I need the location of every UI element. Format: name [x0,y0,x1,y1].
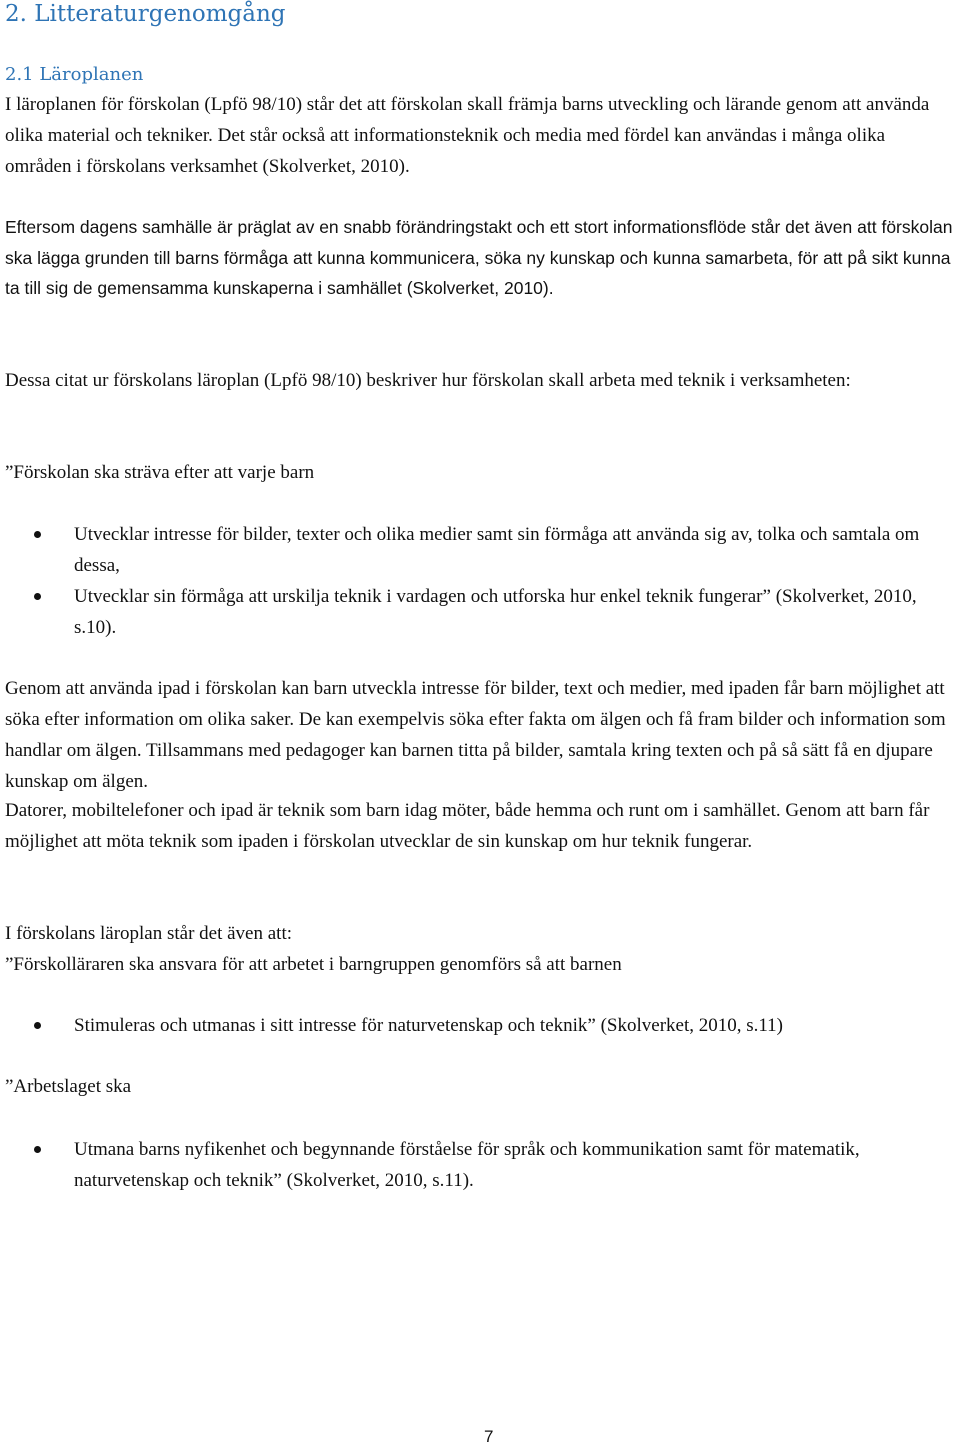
quote-arbetslaget: ”Arbetslaget ska [5,1076,132,1097]
list-item [5,1010,955,1041]
bullet-icon [34,593,41,600]
list-item [5,519,955,581]
section-heading: 2.1 Läroplanen [5,64,144,85]
paragraph-society: Eftersom dagens samhälle är präglat av en snabb förändringstakt och ett stort informationsflöde står det även att förskolan ska lägga grunden till barns förmåga att kunna kommunicera, söka ny kunskap och kunna samarbeta, för att på sikt kunna ta till sig de gemensamma kunskaperna i samhället (Skolverket, 2010). [5,217,953,298]
list-item-text: Utvecklar intresse för bilder, texter och olika medier samt sin förmåga att använda sig av, tolka och samtala om dessa, [74,524,920,576]
bullet-icon [34,1022,41,1029]
bullet-list-goals [5,519,955,643]
list-item-text: Utmana barns nyfikenhet och begynnande förståelse för språk och kommunikation samt för matematik, naturvetenskap och teknik” (Skolverket, 2010, s.11). [74,1139,860,1191]
paragraph-technology: Datorer, mobiltelefoner och ipad är teknik som barn idag möter, både hemma och runt om i samhället. Genom att barn får möjlighet att möta teknik som ipaden i förskolan utvecklar de sin kunskap om hur teknik fungerar. [5,800,930,852]
chapter-heading: 2. Litteraturgenomgång [5,1,286,27]
quote-forskollararen: ”Förskolläraren ska ansvara för att arbetet i barngruppen genomförs så att barnen [5,954,622,975]
quote-forskolan-stravar: ”Förskolan ska sträva efter att varje barn [5,462,315,483]
paragraph-intro: I läroplanen för förskolan (Lpfö 98/10) står det att förskolan skall främja barns utveckling och lärande genom att använda olika material och tekniker. Det står också att informationsteknik och media med fördel kan användas i många olika områden i förskolans verksamhet (Skolverket, 2010). [5,94,930,177]
bullet-icon [34,531,41,538]
page-number: 7 [484,1427,494,1446]
paragraph-ipad: Genom att använda ipad i förskolan kan barn utveckla intresse för bilder, text och medier, med ipaden får barn möjlighet att söka efter information om olika saker. De kan exempelvis söka efter fakta om älgen och få fram bilder och information som handlar om älgen. Tillsammans med pedagoger kan barnen titta på bilder, samtala kring texten och på så sätt få en djupare kunskap om älgen. [5,678,946,792]
list-item-text: Utvecklar sin förmåga att urskilja teknik i vardagen och utforska hur enkel teknik fungerar” (Skolverket, 2010, s.10). [74,586,917,638]
list-item-text: Stimuleras och utmanas i sitt intresse för naturvetenskap och teknik” (Skolverket, 2010, s.11) [74,1015,784,1036]
paragraph-quotes-intro: Dessa citat ur förskolans läroplan (Lpfö 98/10) beskriver hur förskolan skall arbeta med teknik i verksamheten: [5,370,851,391]
list-item [5,1134,955,1196]
bullet-list-stimulate [5,1010,955,1041]
bullet-list-challenge [5,1134,955,1196]
list-item [5,581,955,643]
paragraph-curriculum-also: I förskolans läroplan står det även att: [5,923,293,944]
bullet-icon [34,1146,41,1153]
